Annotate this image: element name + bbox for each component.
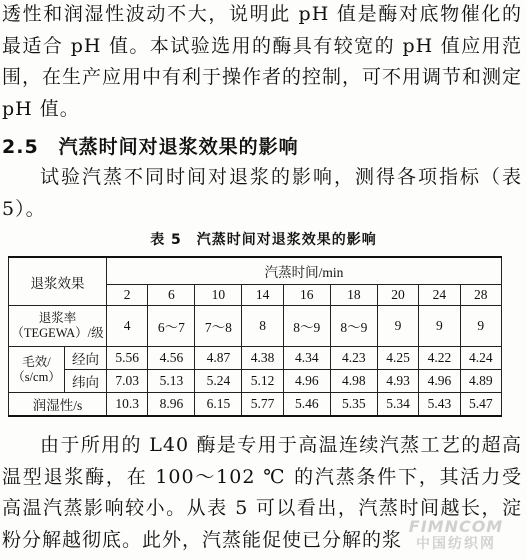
paragraph-intro: 试验汽蒸不同时间对退浆的影响，测得各项指标（表 5）。 <box>2 166 522 220</box>
table-cell: 7～8 <box>195 306 242 347</box>
table-cell: 10.3 <box>107 393 148 417</box>
time-header-cell: 24 <box>419 285 460 306</box>
table-cell: 8～9 <box>283 306 330 347</box>
watermark-logo <box>391 518 521 554</box>
row-header-cell: 退浆效果 <box>9 257 107 306</box>
table-row <box>9 347 502 370</box>
table-cell: 5.35 <box>330 393 377 417</box>
table-cell: 5.47 <box>460 393 501 417</box>
table-cell: 4.23 <box>330 347 377 370</box>
table-row <box>9 393 502 417</box>
tegewa-label-line1: 退浆率 <box>38 311 77 325</box>
table-cell: 9 <box>419 306 460 347</box>
table-caption: 表 5 汽蒸时间对退浆效果的影响 <box>150 232 377 248</box>
section-heading: 2.5 汽蒸时间对退浆效果的影响 <box>2 136 299 158</box>
tegewa-label-line2: （TEGEWA）/级 <box>11 326 104 340</box>
table-cell: 4.56 <box>148 347 195 370</box>
time-header-cell: 2 <box>107 285 148 306</box>
table-cell: 5.24 <box>195 370 242 393</box>
wetting-label: 润湿性/s <box>9 393 107 417</box>
table-cell: 8.96 <box>148 393 195 417</box>
table-cell: 9 <box>377 306 418 347</box>
table-cell: 8 <box>242 306 283 347</box>
time-header-cell: 28 <box>460 285 501 306</box>
table-cell: 4.24 <box>460 347 501 370</box>
data-table <box>8 256 502 417</box>
table-cell: 7.03 <box>107 370 148 393</box>
table-row <box>9 306 502 347</box>
capillary-label-line1: 毛效/ <box>22 354 51 369</box>
table-cell: 4.38 <box>242 347 283 370</box>
table-cell: 4.22 <box>419 347 460 370</box>
time-header-cell: 6 <box>148 285 195 306</box>
time-header-cell: 18 <box>330 285 377 306</box>
tegewa-label-cell <box>9 306 107 347</box>
watermark-line2: 中国纺织网 <box>416 536 496 552</box>
weft-label: 纬向 <box>65 370 107 393</box>
table-cell: 6～7 <box>148 306 195 347</box>
time-header-cell: 20 <box>377 285 418 306</box>
warp-label: 经向 <box>65 347 107 370</box>
table-cell: 5.43 <box>419 393 460 417</box>
table-cell: 4.96 <box>283 370 330 393</box>
table-cell: 9 <box>460 306 501 347</box>
table-cell: 4.93 <box>377 370 418 393</box>
table-cell: 5.12 <box>242 370 283 393</box>
capillary-label-line2: （s/cm） <box>12 369 61 384</box>
table-row <box>9 370 502 393</box>
table-cell: 5.13 <box>148 370 195 393</box>
table-cell: 4.87 <box>195 347 242 370</box>
time-header-cell: 16 <box>283 285 330 306</box>
paragraph-bottom: 由于所用的 L40 酶是专用于高温连续汽蒸工艺的超高温型退浆酶，在 100～102 ℃ 的汽蒸条件下，其活力受高温汽蒸影响较小。从表 5 可以看出，汽蒸时间越长，淀粉分解越彻底。此外，汽蒸能促使已分解的浆 <box>2 434 522 551</box>
time-header-cell: 14 <box>242 285 283 306</box>
table-cell: 4.98 <box>330 370 377 393</box>
table-cell: 4.89 <box>460 370 501 393</box>
paragraph-top: 透性和润湿性波动不大，说明此 pH 值是酶对底物催化的最适合 pH 值。本试验选用的酶具有较宽的 pH 值应用范围，在生产应用中有利于操作者的控制，可不用调节和测定 pH 值。 <box>2 3 523 120</box>
table-cell: 8～9 <box>330 306 377 347</box>
watermark-line1: FIMNCOM <box>408 517 504 536</box>
table-cell: 4.25 <box>377 347 418 370</box>
table-cell: 5.34 <box>377 393 418 417</box>
table-cell: 4.96 <box>419 370 460 393</box>
time-header-cell: 10 <box>195 285 242 306</box>
table-cell: 4.34 <box>283 347 330 370</box>
capillary-label-cell <box>9 347 65 393</box>
table-cell: 4 <box>107 306 148 347</box>
table-cell: 5.46 <box>283 393 330 417</box>
column-group-header: 汽蒸时间/min <box>107 257 502 285</box>
table-cell: 5.77 <box>242 393 283 417</box>
table-cell: 6.15 <box>195 393 242 417</box>
table-cell: 5.56 <box>107 347 148 370</box>
